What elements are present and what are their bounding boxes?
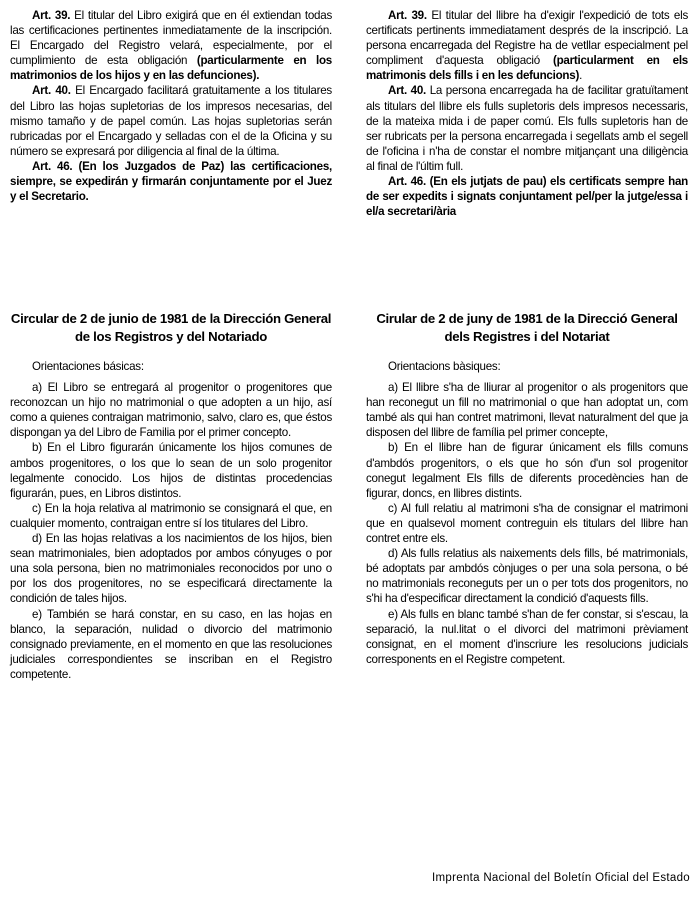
article-label: Art. 46. [388,175,426,189]
orientation-item: a) El Libro se entregará al progenitor o progenitores que reconozcan un hijo no matrimonial o que adopten a un hijo, así como a quienes contraigan matrimonio, salvo, claro es, que éstos dispongan ya del Libro de Familia por el primer concepto. [10,381,332,440]
article-40 [10,83,332,158]
circular-section [366,310,688,667]
orientation-item: b) En el llibre han de figurar únicament els fills comuns d'ambdós progenitors, o els que ho són d'un sol progenitor conegut legalment Els fills de diferents procedències han de figurar, doncs, en llibres distints. [366,441,688,500]
circular-heading: Circular de 2 de junio de 1981 de la Dirección General de los Registros y del Notariado [10,311,332,344]
spanish-column [10,8,332,681]
circular-heading: Cirular de 2 de juny de 1981 de la Direcció General dels Registres i del Notariat [376,311,678,344]
article-text: (En los Juzgados de Paz) las certificaciones, siempre, se expedirán y firmarán conjuntamente por el Juez y el Secretario. [10,159,332,204]
article-39 [366,8,688,83]
catalan-column [366,8,689,666]
article-label: Art. 39. [32,9,71,22]
article-label: Art. 39. [388,9,427,22]
orientation-item: c) En la hoja relativa al matrimonio se consignará el que, en cualquier momento, contraigan entre sí los titulares del Libro. [10,501,332,530]
article-text: La persona encarregada ha de facilitar gratuïtament als titulars del llibre els fulls supletoris dels impresos necessaris, de la mateixa mida i de paper comú. Els fulls supletoris han de ser rubricats per la persona encarregada i segellats amb el segell de l'oficina i n'ha de constar el nombre mitjançant una diligència al final de l'últim full. [366,84,688,173]
orientation-item: d) En las hojas relativas a los nacimientos de los hijos, bien sean matrimoniales, bien adoptados por ambos cónyuges o por una sola persona, bien no matrimoniales reconocidos por uno o por los dos progenitores, no se especificará directamente la condición de tales hijos. [10,532,332,606]
article-39 [10,8,332,83]
article-label: Art. 40. [32,84,71,98]
orientations-label: Orientaciones básicas: [32,360,144,373]
article-label: Art. 46. [32,159,73,173]
article-text-end: . [579,69,583,83]
orientation-item: b) En el Libro figurarán únicamente los hijos comunes de ambos progenitores, o los que lo sean de un solo progenitor legalmente conocido. Los hijos de distintas procedencias figurarán, pues, en Libros distintos. [10,441,332,500]
orientations-label: Orientacions bàsiques: [388,360,501,373]
article-text: El titular del Libro exigirá que en él extiendan todas las certificaciones pertinentes inmediatamente de la inscripción. El Encargado del Registro velará, especialmente, por el cumplimiento de esta obligación [10,9,332,68]
article-bold-text: (particularmente en los matrimonios de los hijos y en las defunciones). [10,54,332,83]
circular-section [10,310,332,682]
articles-section [10,8,332,204]
article-text: El Encargado facilitará gratuitamente a los titulares del Libro las hojas supletorias de los impresos necesarias, del mismo tamaño y de papel común. Las hojas supletorias serán rubricadas por el Encargado y selladas con el de la Oficina y su número se expresará por diligencia al final de la última. [10,84,332,158]
orientation-item: d) Als fulls relatius als naixements dels fills, bé matrimonials, bé adoptats par ambdós cònjuges o per una sola persona, o bé no matrimonials reconeguts per un o per tots dos progenitors, no s'hi ha d'especificar directament la condició d'aquests fills. [366,547,688,606]
articles-section [366,8,688,219]
orientation-item: e) También se hará constar, en su caso, en las hojas en blanco, la separación, nulidad o divorcio del matrimonio consignado previamente, en el momento en que las resoluciones judiciales correspondientes se inscriban en el Registro competente. [10,607,332,681]
article-label: Art. 40. [388,84,427,98]
article-text: (En els jutjats de pau) els certificats sempre han de ser expedits i signats conjuntament pel/per la jutge/essa i el/a secretari/ària [366,175,688,219]
article-40 [366,83,688,174]
article-bold-text: (particularment en els matrimonis dels fills i en les defuncions) [366,54,689,83]
article-text: El titular del llibre ha d'exigir l'expedició de tots els certificats pertinents immediatament després de la inscripció. La persona encarregada del Registre ha de vetllar especialment pel compliment d'aquesta obligació [366,9,688,68]
orientation-item: c) Al full relatiu al matrimoni s'ha de consignar el matrimoni que en qualsevol moment contreguin els titulars del llibre han contret entre els. [366,501,688,546]
orientation-item: a) El llibre s'ha de lliurar al progenitor o als progenitors que han reconegut un fill no matrimonial o que han adoptat un, com també als qui han contret matrimoni, llevat naturalment del que ja disposen del llibre de família pel primer concepte, [366,381,688,440]
article-46 [366,174,688,219]
article-46 [10,159,332,204]
orientation-item: e) Als fulls en blanc també s'han de fer constar, si s'escau, la separació, la nul.litat o el divorci del matrimoni prèviament consignat, en el moment d'inscriure les resolucions judicials corresponents en el Registre competent. [366,607,688,666]
publisher-footer: Imprenta Nacional del Boletín Oficial del Estado [432,872,690,884]
